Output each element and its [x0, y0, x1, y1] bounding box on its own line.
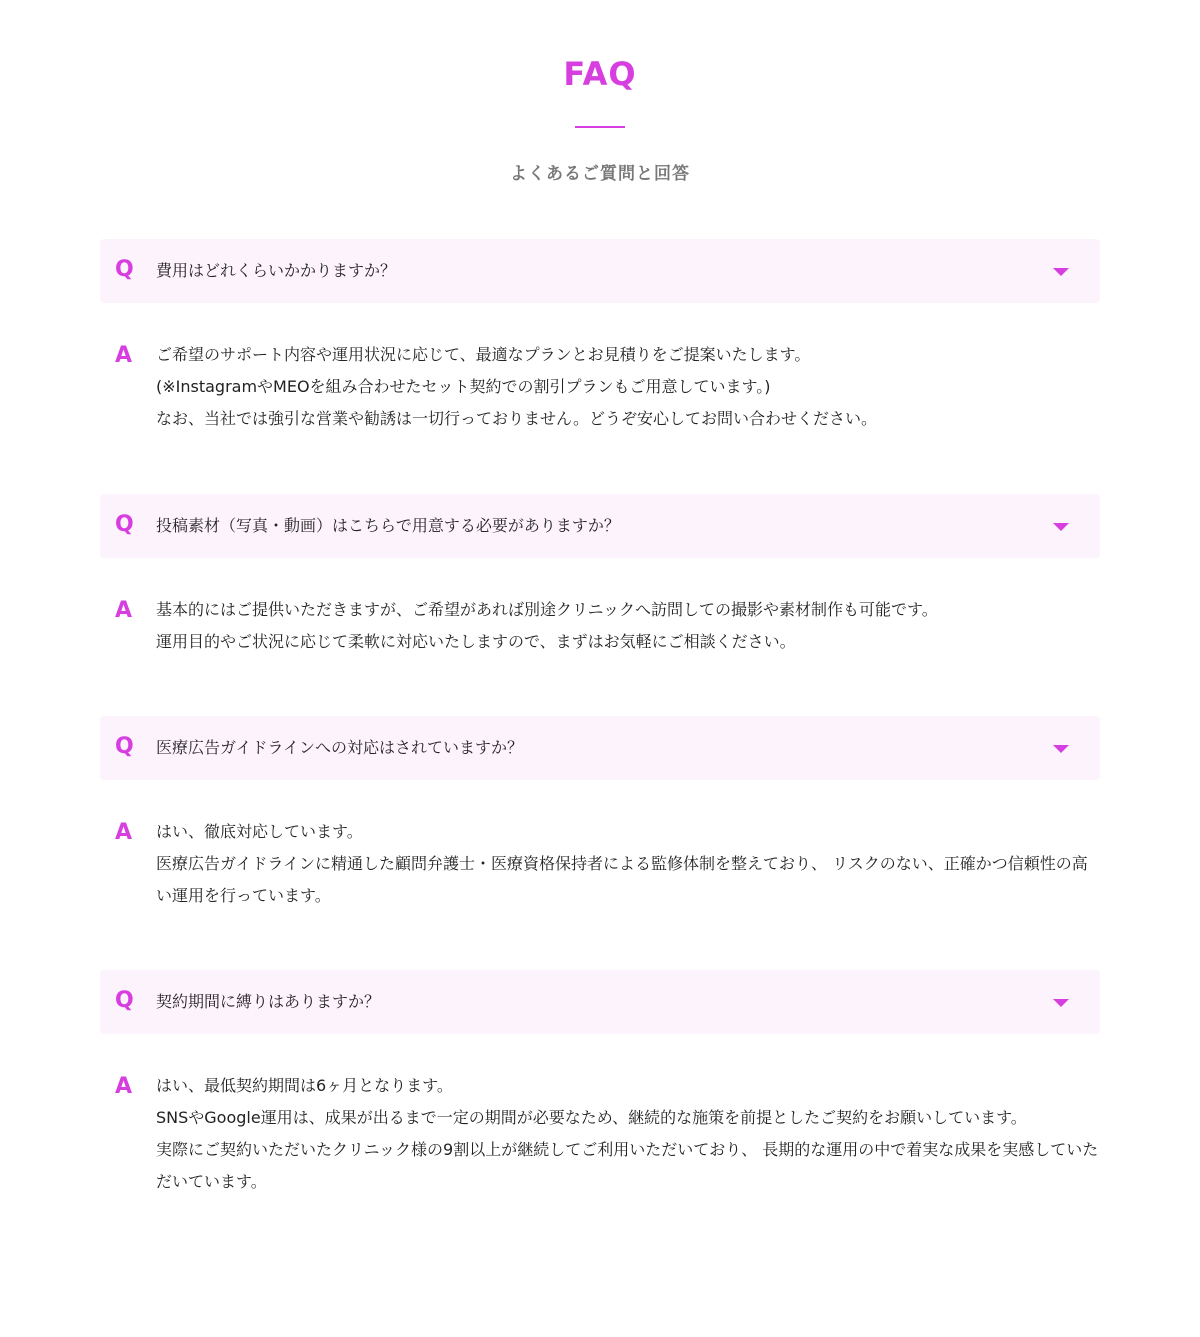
answer-text: ご希望のサポート内容や運用状況に応じて、最適なプランとお見積りをご提案いたします。 (※InstagramやMEOを組み合わせたセット契約での割引プランもご用意しています。) なお、当社では強引な営業や勧誘は一切行っておりません。どうぞ安心してお問い合わせください。	[156, 345, 877, 428]
faq-answer	[100, 594, 1100, 658]
answer-text: はい、徹底対応しています。 医療広告ガイドラインに精通した顧問弁護士・医療資格保持者による監修体制を整えており、 リスクのない、正確かつ信頼性の高い運用を行っています。	[156, 822, 1088, 905]
answer-mark: A	[115, 1074, 133, 1099]
answer-mark: A	[115, 820, 133, 845]
chevron-down-icon[interactable]	[1053, 745, 1069, 753]
answer-mark: A	[115, 343, 133, 368]
faq-item	[100, 494, 1100, 658]
faq-question-toggle[interactable]	[100, 716, 1100, 780]
page-subtitle: よくあるご質問と回答	[510, 164, 690, 184]
chevron-down-icon[interactable]	[1053, 999, 1069, 1007]
chevron-down-icon[interactable]	[1053, 523, 1069, 531]
faq-item	[100, 239, 1100, 435]
faq-question-toggle[interactable]	[100, 239, 1100, 303]
question-mark: Q	[115, 257, 134, 282]
answer-text: はい、最低契約期間は6ヶ月となります。 SNSやGoogle運用は、成果が出るまで一定の期間が必要なため、継続的な施策を前提としたご契約をお願いしています。 実際にご契約いただいたクリニック様の9割以上が継続してご利用いただいており、 長期的な運用の中で着実な成果を実感していただいています。	[156, 1076, 1099, 1191]
faq-question-toggle[interactable]	[100, 970, 1100, 1034]
faq-answer	[100, 1070, 1100, 1198]
question-text: 医療広告ガイドラインへの対応はされていますか？	[156, 738, 524, 757]
question-text: 投稿素材（写真・動画）はこちらで用意する必要がありますか？	[156, 516, 620, 535]
question-text: 契約期間に縛りはありますか？	[156, 992, 381, 1011]
faq-item	[100, 970, 1100, 1198]
title-divider	[575, 126, 625, 128]
question-mark: Q	[115, 988, 134, 1013]
answer-mark: A	[115, 598, 133, 623]
faq-answer	[100, 816, 1100, 912]
answer-text: 基本的にはご提供いただきますが、ご希望があれば別途クリニックへ訪問しての撮影や素材制作も可能です。 運用目的やご状況に応じて柔軟に対応いたしますので、まずはお気軽にご相談ください。	[156, 600, 938, 651]
chevron-down-icon[interactable]	[1053, 268, 1069, 276]
question-mark: Q	[115, 512, 134, 537]
page-title: FAQ	[563, 55, 637, 93]
question-mark: Q	[115, 734, 134, 759]
faq-answer	[100, 339, 1100, 435]
faq-question-toggle[interactable]	[100, 494, 1100, 558]
faq-item	[100, 716, 1100, 912]
question-text: 費用はどれくらいかかりますか？	[156, 261, 397, 280]
